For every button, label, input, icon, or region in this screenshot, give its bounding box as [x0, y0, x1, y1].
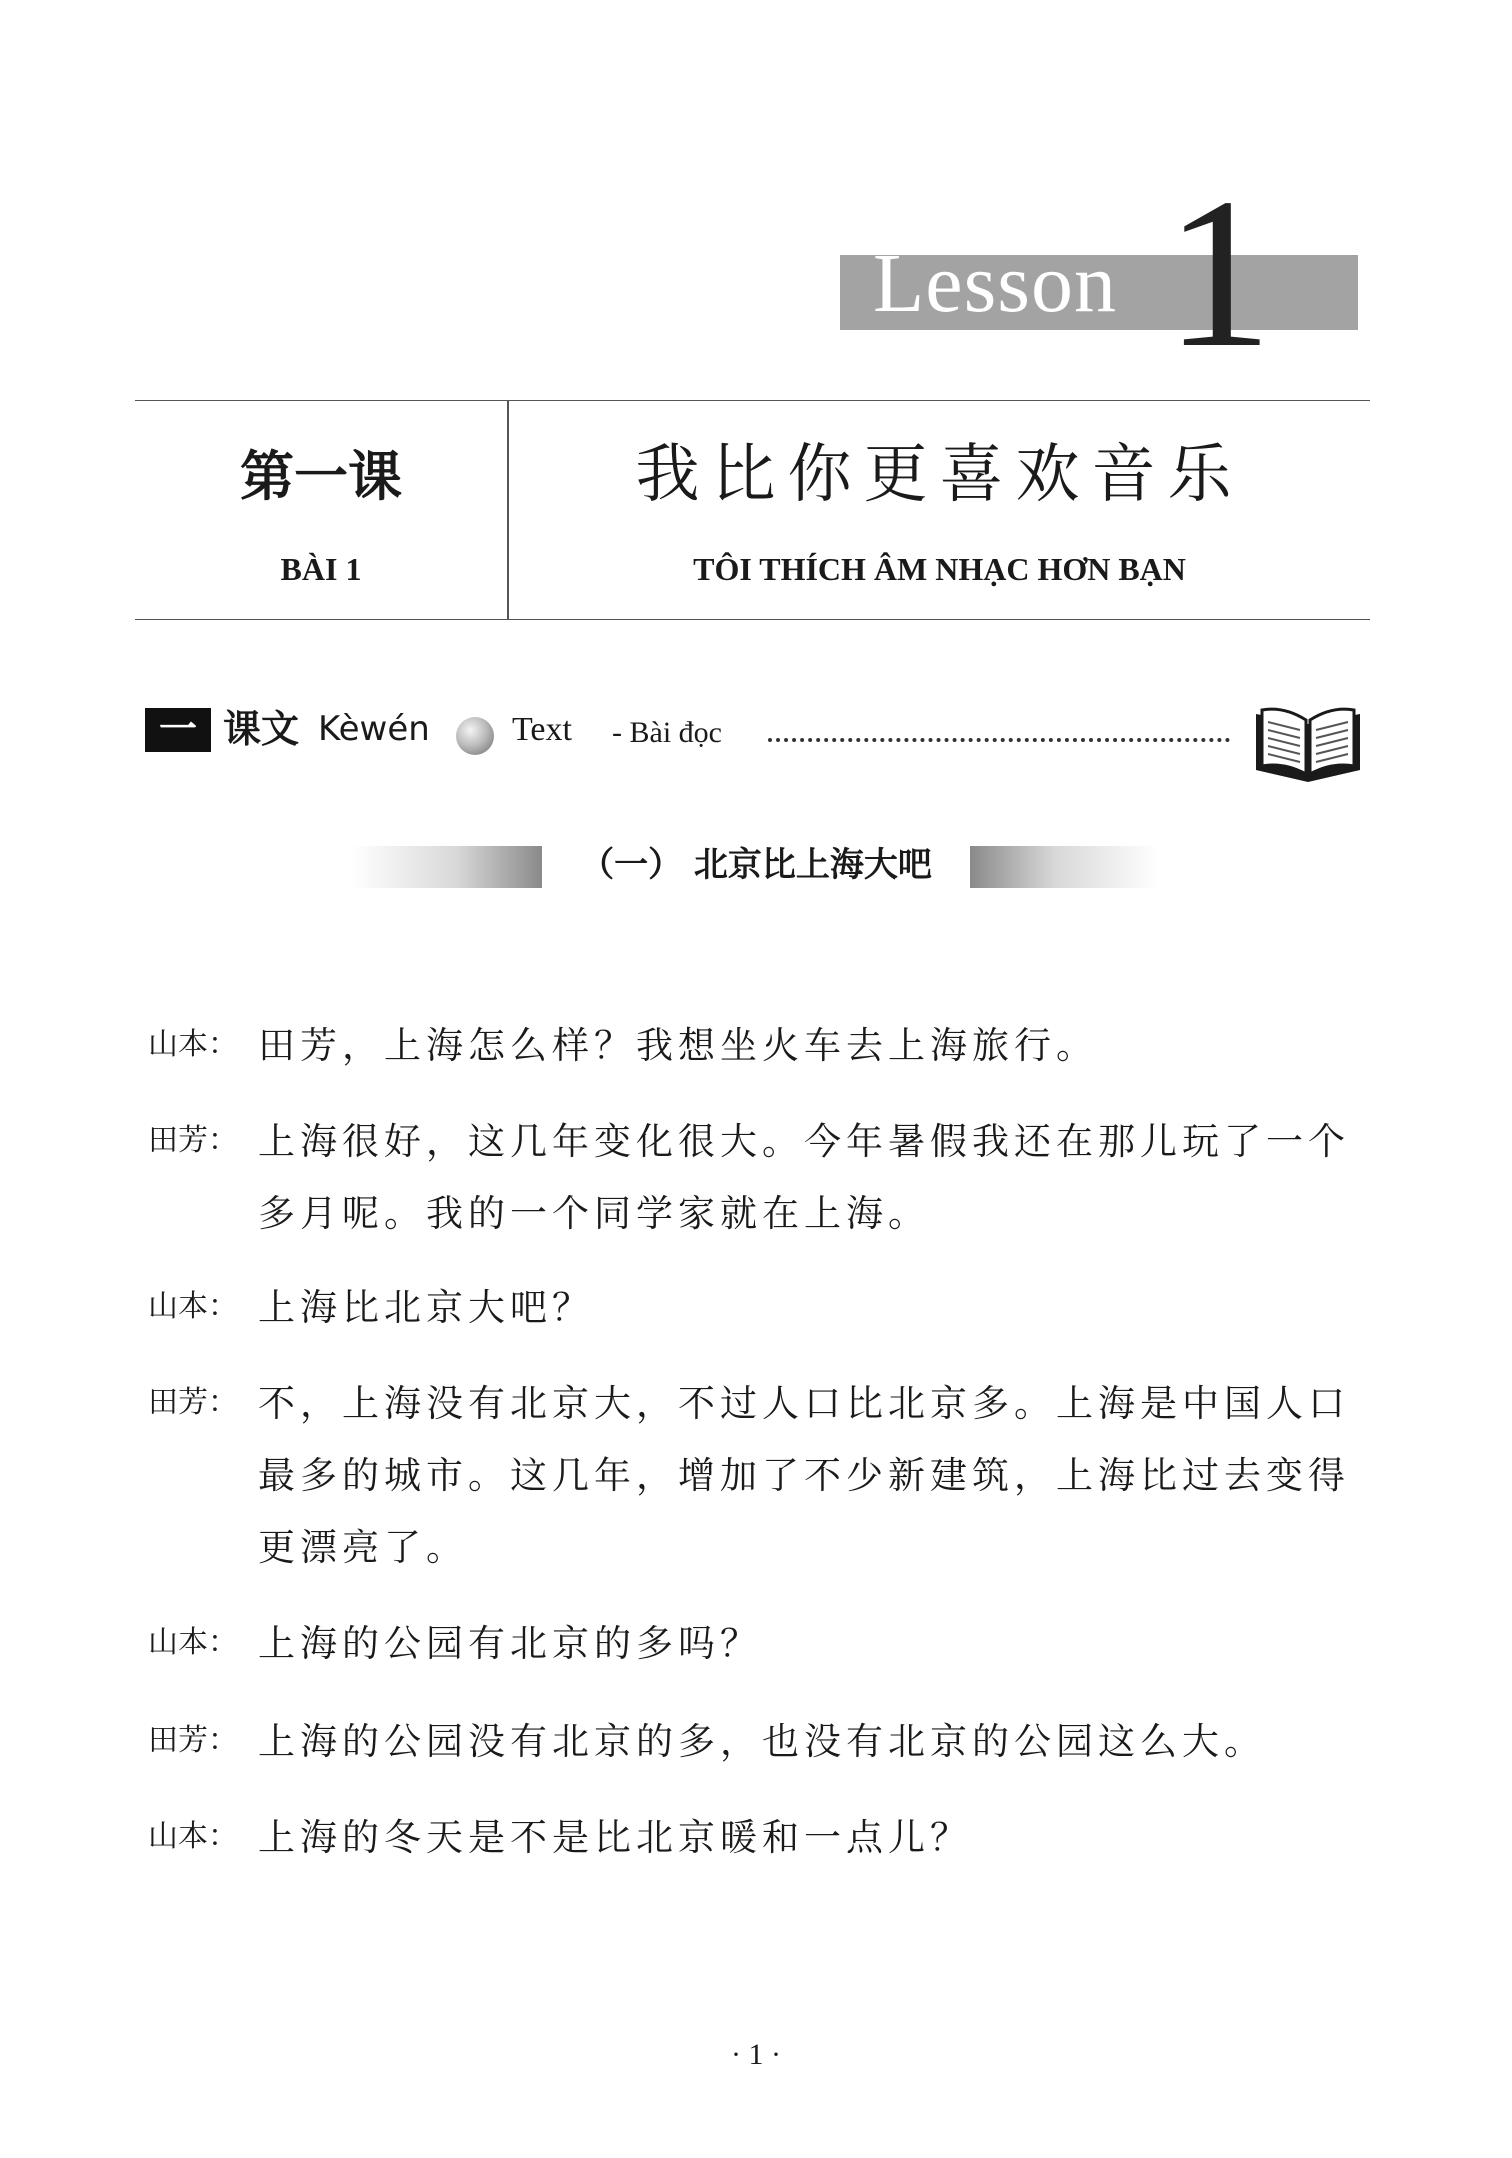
speech-text: 上海的公园有北京的多吗？: [258, 1622, 762, 1665]
speech-text: 上海很好，这几年变化很大。今年暑假我还在那儿玩了一个多月呢。我的一个同学家就在上海。: [258, 1120, 1350, 1235]
speech-text: 田芳，上海怎么样？我想坐火车去上海旅行。: [258, 1024, 1098, 1067]
speaker-name: 田芳：: [148, 1723, 238, 1758]
subtitle-gradient-right: [970, 846, 1158, 888]
lesson-label-vietnamese: BÀI 1: [280, 551, 362, 587]
speaker-name: 山本：: [148, 1625, 238, 1660]
speech-text: 不，上海没有北京大，不过人口比北京多。上海是中国人口最多的城市。这几年，增加了不少新建筑，上海比过去变得更漂亮了。: [258, 1382, 1350, 1569]
speaker-name: 山本：: [148, 1819, 238, 1854]
subtitle-gradient-left: [352, 846, 542, 888]
lesson-number: 1: [1165, 153, 1273, 392]
page-number: · 1 ·: [731, 2038, 781, 2071]
speaker-name: 山本：: [148, 1027, 238, 1062]
section-label-chinese: 课文: [223, 706, 300, 751]
section-label-vietnamese: - Bài đọc: [612, 716, 722, 749]
dotted-leader: [768, 738, 1230, 742]
section-number-badge: 一: [145, 708, 211, 752]
open-book-icon: [1252, 700, 1364, 786]
speaker-name: 田芳：: [148, 1385, 238, 1420]
bullet-icon: [456, 717, 494, 755]
section-label-english: Text: [512, 711, 572, 748]
section-label-pinyin: Kèwén: [318, 709, 430, 749]
speech-text: 上海的公园没有北京的多，也没有北京的公园这么大。: [258, 1720, 1266, 1763]
lesson-title-chinese: 我比你更喜欢音乐: [635, 438, 1244, 512]
lesson-title-vietnamese: TÔI THÍCH ÂM NHẠC HƠN BẠN: [693, 551, 1186, 587]
title-divider: [507, 401, 509, 619]
lesson-word: Lesson: [873, 237, 1117, 330]
speech-text: 上海比北京大吧？: [258, 1286, 594, 1329]
speaker-name: 田芳：: [148, 1123, 238, 1158]
speech-text: 上海的冬天是不是比北京暖和一点儿？: [258, 1816, 972, 1859]
title-table: [135, 400, 1370, 620]
lesson-label-chinese: 第一课: [240, 444, 402, 508]
speaker-name: 山本：: [148, 1289, 238, 1324]
dialogue-title: （一） 北京比上海大吧: [580, 845, 932, 885]
